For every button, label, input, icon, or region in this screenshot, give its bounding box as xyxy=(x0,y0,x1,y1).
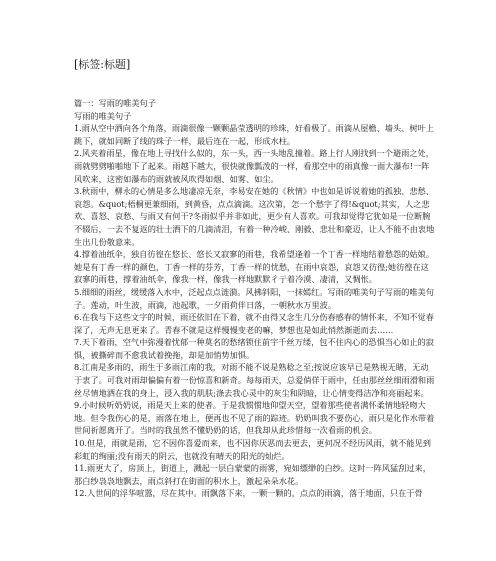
paragraph-6: 6.在我与下这些文字的时候，雨还依旧在下着，就不由得又念生几分伤春感春的情怀来，不知不觉春深了，无声无息更来了。青春不就是这样慢慢变老的嘛，梦想也是如此悄然渐逝而去…… xyxy=(74,312,434,335)
paragraph-9: 9.小时候听奶奶说，雨是天上来的使者。于是我惯惯地仰望天空，望着那些使者满怀柔情地轻吻大地。但令我伤心的是，雨落在地上，便再也不见了雨的踪迹。奶奶叫我不要伤心，雨只是化作水带着世间祈愿离开了。当时的我虽然不懂奶奶的话，但我却从此珍惜每一次看雨的机会。 xyxy=(74,400,435,436)
paragraph-2: 2.风夹着雨星，像在地上寻找什么似的，东一头，西一头地乱撞着。路上行人刚找到一个避雨之处，雨就劈劈啪啪地下了起来。雨越下越大，很快就像瓢泼的一样，看那空中的雨真像一面大瀑布!一阵风吹来，这密如瀑布的雨就被风吹得如烟、如雾、如尘。 xyxy=(74,148,434,184)
paragraph-10: 10.但是，雨就是雨，它不因你喜爱而来，也不因你厌恶而去更去，更何况不经历风雨，就不能见到彩虹的绚丽;没有雨天的阴云，也就没有晴天的阳光的灿烂。 xyxy=(74,438,431,461)
section-title: 篇一：写雨的唯美句子 xyxy=(74,98,156,108)
paragraph-5: 5.细细的雨丝，缓缓落入水中，泛起点点涟漪。风拂斜阳，一抹嫣红。写雨的唯美句子写雨的唯美句子。莲动，叶生波，雨滴，池起歌，一夕雨荷伴日落，一朝秋水万里波。 xyxy=(74,286,434,310)
paragraph-12: 12.人世间的浮华喧嚣，尽在其中。雨飘落下来，一颗一颗的，点点的雨滴，落于地面，只在于骨 xyxy=(74,488,423,499)
paragraph-3: 3.秋雨中，柳永的心情是多么地凄凉无奈，李易安在她的《秋情》中也如是诉说着她的孤独、悲愁、哀怨。&quot;梧桐更兼细雨，到黄昏，点点滴滴。这次第，怎一个愁字了得!&quot;其实，人之悲欢、喜怒、哀愁、与雨又有何干?冬雨似乎并非如此，更少有人喜欢。可我却觉得它犹如是一位断腕不辍后，一去不复返的壮士洒下的几滴清泪，有着一种冷峻、刚毅、悲壮和豪迈，让人不能不由衷地生出几份敬意来。 xyxy=(74,186,435,247)
tag-placeholder: [标签:标题] xyxy=(74,58,131,71)
article-subtitle: 写雨的唯美句子 xyxy=(74,110,132,121)
paragraph-11: 11.雨更大了，房顶上，街道上，溅起一层白蒙蒙的雨雾，宛如缥缈的白纱。这时一阵风猛刮过来，那白纱袅袅地飘去，雨点斜打在街面的积水上，激起朵朵水花。 xyxy=(74,463,431,486)
article-body xyxy=(74,97,436,500)
paragraph-1: 1.雨从空中洒向各个角落，雨滴很像一颗颗晶莹透明的珍珠，好看极了。雨滴从屋檐、墙头、树叶上跳下，就如同断了线的珠子一样，最后连在一起，形成水柱。 xyxy=(74,123,434,146)
paragraph-8: 8.江南是多雨的，雨生于多雨江南的我，对雨不能不说是熟稔之至;按说应该早已是熟视无睹，无动于衷了。可我对雨却偏偏有着一份惊喜和新奇。每每雨天，总爱倘佯于雨中，任由那丝丝细雨滑和雨丝尽情地洒在我的身上，浸入我的肌肤;涤去我心灵中的灰尘和阴暗，让心情变得洁净和亮丽起来。 xyxy=(74,362,435,398)
paragraph-7: 7.天下着雨，空气中弥漫着忧郁一种莫名的愁绪锁住前宇千丝万缕，包不住内心的恐惧当心如止的寂惧，被撕碎而不愈我试着挽拖，却是加悄势加惧。 xyxy=(74,337,434,360)
paragraph-4: 4.撑着油纸伞，独自彷徨在悠长、悠长又寂寥的雨巷，我希望逢着一个丁香一样地结着愁怨的姑娘。她是有丁香一样的颜色，丁香一样的芬芳，丁香一样的忧愁，在雨中哀怨，哀怨又彷徨;她彷徨在这寂寥的雨巷，撑着油纸伞，像我一样，像我一样地默默彳亍着冷漠、凄清，又惆怅。 xyxy=(74,249,434,285)
